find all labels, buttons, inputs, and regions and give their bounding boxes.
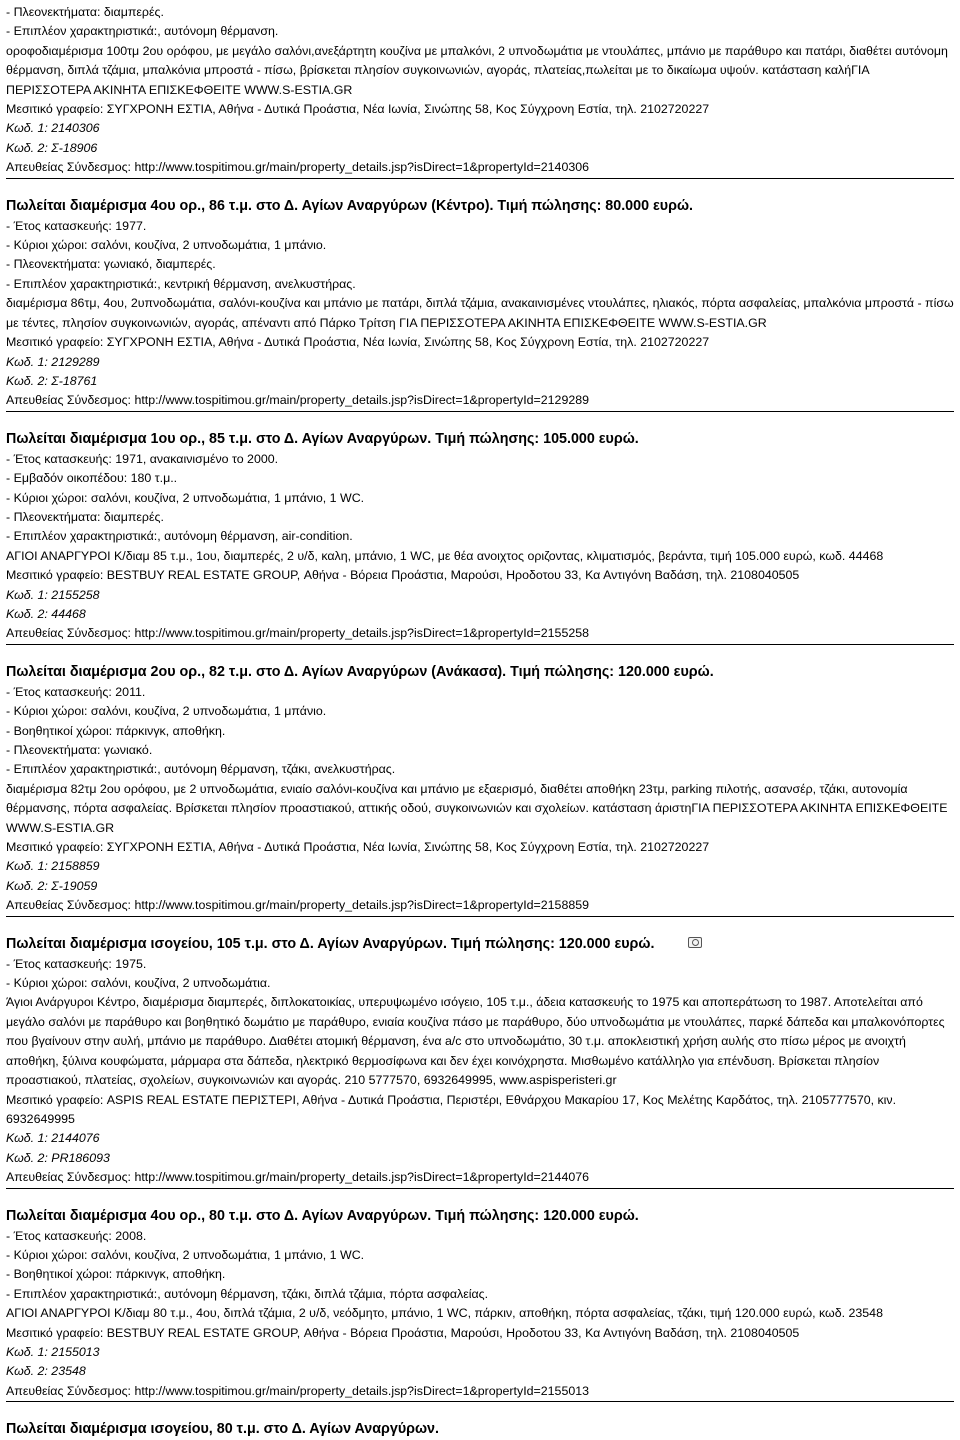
agency-line: Μεσιτικό γραφείο: ΣΥΓΧΡΟΝΗ ΕΣΤΙΑ, Αθήνα - Δυτικά Προάστια, Νέα Ιωνία, Σινώπης 58, Κος Σύγχρονη Εστία, τηλ. 2102720227 <box>6 335 710 350</box>
listing <box>6 663 954 917</box>
direct-link[interactable]: Απευθείας Σύνδεσμος: http://www.tospitimou.gr/main/property_details.jsp?isDirect=1&propertyId=2140306 <box>6 160 590 175</box>
code-1: Κωδ. 1: 2140306 <box>6 121 100 136</box>
code-2: Κωδ. 2: PR186093 <box>6 1150 110 1165</box>
feature-line: - Πλεονεκτήματα: γωνιακό. <box>6 743 153 757</box>
agency-line: Μεσιτικό γραφείο: BESTBUY REAL ESTATE GROUP, Αθήνα - Βόρεια Προάστια, Μαρούσι, Ηροδοτου 33, Κα Αντιγόνη Βαδάση, τηλ. 2108040505 <box>6 1325 800 1340</box>
feature-line: - Κύριοι χώροι: σαλόνι, κουζίνα, 2 υπνοδωμάτια, 1 μπάνιο. <box>6 238 327 253</box>
listing-title: Πωλείται διαμέρισμα ισογείου, 105 τ.μ. στο Δ. Αγίων Αναργύρων. Τιμή πώλησης: 120.000 ευρώ. <box>6 935 655 952</box>
listing-title: Πωλείται διαμέρισμα 4ου ορ., 80 τ.μ. στο Δ. Αγίων Αναργύρων. Τιμή πώλησης: 120.000 ευρώ. <box>6 1207 639 1224</box>
agency-line: Μεσιτικό γραφείο: ASPIS REAL ESTATE ΠΕΡΙΣΤΕΡΙ, Αθήνα - Δυτικά Προάστια, Περιστέρι, Εθνάρχου Μακαρίου 17, Κος Μελέτης Καρδάτος, τηλ. 2105777570, κιν. 6932649995 <box>6 1092 897 1126</box>
feature-line: - Κύριοι χώροι: σαλόνι, κουζίνα, 2 υπνοδωμάτια, 1 μπάνιο, 1 WC. <box>6 490 365 505</box>
code-1: Κωδ. 1: 2155258 <box>6 587 100 602</box>
feature-line: - Έτος κατασκευής: 2011. <box>6 684 146 699</box>
feature-line: - Έτος κατασκευής: 1971, ανακαινισμένο το 2000. <box>6 451 279 466</box>
code-2: Κωδ. 2: 23548 <box>6 1364 86 1379</box>
listing-continued <box>6 3 954 179</box>
listing-title: Πωλείται διαμέρισμα 1ου ορ., 85 τ.μ. στο Δ. Αγίων Αναργύρων. Τιμή πώλησης: 105.000 ευρώ. <box>6 430 639 447</box>
feature-line: - Πλεονεκτήματα: διαμπερές. <box>6 5 164 19</box>
feature-line: - Βοηθητικοί χώροι: πάρκινγκ, αποθήκη. <box>6 1267 226 1282</box>
agency-line: Μεσιτικό γραφείο: ΣΥΓΧΡΟΝΗ ΕΣΤΙΑ, Αθήνα - Δυτικά Προάστια, Νέα Ιωνία, Σινώπης 58, Κος Σύγχρονη Εστία, τηλ. 2102720227 <box>6 102 710 117</box>
feature-line: - Βοηθητικοί χώροι: πάρκινγκ, αποθήκη. <box>6 723 226 738</box>
camera-icon[interactable] <box>688 937 702 948</box>
listing-description: ΑΓΙΟΙ ΑΝΑΡΓΥΡΟΙ Κ/διαμ 85 τ.μ., 1ου, διαμπερές, 2 υ/δ, καλη, μπάνιο, 1 WC, με θέα ανοιχτος οριζοντας, κλιματισμός, βεράντα, τιμή 105.000 ευρώ, κωδ. 44468 <box>6 548 884 563</box>
feature-line: - Επιπλέον χαρακτηριστικά:, αυτόνομη θέρμανση, air-condition. <box>6 529 353 544</box>
feature-line: - Πλεονεκτήματα: διαμπερές. <box>6 509 164 524</box>
feature-line: - Έτος κατασκευής: 1975. <box>6 956 147 971</box>
agency-line: Μεσιτικό γραφείο: BESTBUY REAL ESTATE GROUP, Αθήνα - Βόρεια Προάστια, Μαρούσι, Ηροδοτου 33, Κα Αντιγόνη Βαδάση, τηλ. 2108040505 <box>6 568 800 583</box>
code-1: Κωδ. 1: 2144076 <box>6 1131 100 1146</box>
feature-line: - Επιπλέον χαρακτηριστικά:, αυτόνομη θέρμανση. <box>6 24 279 39</box>
listing-title: Πωλείται διαμέρισμα 4ου ορ., 86 τ.μ. στο Δ. Αγίων Αναργύρων (Κέντρο). Τιμή πώλησης: 80.000 ευρώ. <box>6 197 694 214</box>
feature-line: - Επιπλέον χαρακτηριστικά:, αυτόνομη θέρμανση, τζάκι, διπλά τζάμια, πόρτα ασφαλείας. <box>6 1286 489 1301</box>
listing-title: Πωλείται διαμέρισμα ισογείου, 80 τ.μ. στο Δ. Αγίων Αναργύρων. <box>6 1421 439 1438</box>
direct-link[interactable]: Απευθείας Σύνδεσμος: http://www.tospitimou.gr/main/property_details.jsp?isDirect=1&propertyId=2155258 <box>6 626 590 641</box>
listing <box>6 935 954 1189</box>
direct-link[interactable]: Απευθείας Σύνδεσμος: http://www.tospitimou.gr/main/property_details.jsp?isDirect=1&propertyId=2155013 <box>6 1383 590 1398</box>
listing-title-row <box>6 935 954 954</box>
listing <box>6 1207 954 1403</box>
feature-line: - Κύριοι χώροι: σαλόνι, κουζίνα, 2 υπνοδωμάτια. <box>6 976 271 991</box>
listing-description: οροφοδιαμέρισμα 100τμ 2ου ορόφου, με μεγάλο σαλόνι,ανεξάρτητη κουζίνα με μπαλκόνι, 2 υπνοδωμάτια με ντουλάπες, μπάνιο με παράθυρο και πατάρι, διαθέτει αυτόνομη θέρμανση, διπλά τζάμια, μπαλκόνια μπροστά - πίσω, βρίσκεται πλησίον συγκοινωνιών, αγοράς, πλατείας,πωλείται με το δικαίωμα υψούν. κατάσταση καλήΓΙΑ ΠΕΡΙΣΣΟΤΕΡΑ ΑΚΙΝΗΤΑ ΕΠΙΣΚΕΦΘΕΙΤΕ WWW.S-ESTIA.GR <box>6 43 948 97</box>
code-1: Κωδ. 1: 2158859 <box>6 859 100 874</box>
code-2: Κωδ. 2: Σ-19059 <box>6 878 98 893</box>
listing-description: διαμέρισμα 82τμ 2ου ορόφου, με 2 υπνοδωμάτια, ενιαίο σαλόνι-κουζίνα και μπάνιο με εξαερισμό, διαθέτει αποθήκη 23τμ, parking πιλοτής, ασανσέρ, τζάκι, αυτονομία θέρμανσης, πόρτα ασφαλείας. Βρίσκεται πλησίον προαστιακού, αττικής οδού, συγκοινωνιών και σχολείων. κατάσταση άριστηΓΙΑ ΠΕΡΙΣΣΟΤΕΡΑ ΑΚΙΝΗΤΑ ΕΠΙΣΚΕΦΘΕΙΤΕ WWW.S-ESTIA.GR <box>6 781 948 835</box>
feature-line: - Έτος κατασκευής: 2008. <box>6 1228 147 1243</box>
code-2: Κωδ. 2: 44468 <box>6 606 86 621</box>
feature-line: - Επιπλέον χαρακτηριστικά:, κεντρική θέρμανση, ανελκυστήρας. <box>6 276 356 291</box>
feature-line: - Κύριοι χώροι: σαλόνι, κουζίνα, 2 υπνοδωμάτια, 1 μπάνιο, 1 WC. <box>6 1247 365 1262</box>
code-1: Κωδ. 1: 2155013 <box>6 1344 100 1359</box>
code-1: Κωδ. 1: 2129289 <box>6 354 100 369</box>
code-2: Κωδ. 2: Σ-18761 <box>6 373 98 388</box>
listing <box>6 430 954 645</box>
agency-line: Μεσιτικό γραφείο: ΣΥΓΧΡΟΝΗ ΕΣΤΙΑ, Αθήνα - Δυτικά Προάστια, Νέα Ιωνία, Σινώπης 58, Κος Σύγχρονη Εστία, τηλ. 2102720227 <box>6 840 710 855</box>
direct-link[interactable]: Απευθείας Σύνδεσμος: http://www.tospitimou.gr/main/property_details.jsp?isDirect=1&propertyId=2129289 <box>6 393 590 408</box>
listing <box>6 197 954 412</box>
direct-link[interactable]: Απευθείας Σύνδεσμος: http://www.tospitimou.gr/main/property_details.jsp?isDirect=1&propertyId=2144076 <box>6 1170 590 1185</box>
feature-line: - Εμβαδόν οικοπέδου: 180 τ.μ.. <box>6 471 178 486</box>
listing-title: Πωλείται διαμέρισμα 2ου ορ., 82 τ.μ. στο Δ. Αγίων Αναργύρων (Ανάκασα). Τιμή πώλησης: 120.000 ευρώ. <box>6 663 714 680</box>
feature-line: - Πλεονεκτήματα: γωνιακό, διαμπερές. <box>6 257 216 272</box>
feature-line: - Επιπλέον χαρακτηριστικά:, αυτόνομη θέρμανση, τζάκι, ανελκυστήρας. <box>6 762 396 777</box>
listing-description: διαμέρισμα 86τμ, 4ου, 2υπνοδωμάτια, σαλόνι-κουζίνα και μπάνιο με πατάρι, διπλά τζάμια, ανακαινισμένες ντουλάπες, ηλιακός, πόρτα ασφαλείας, μπαλκόνια μπροστά - πίσω με τέντες, πλησίον συγκοινωνιών, αγοράς, απέναντι από Πάρκο Τρίτση ΓΙΑ ΠΕΡΙΣΣΟΤΕΡΑ ΑΚΙΝΗΤΑ ΕΠΙΣΚΕΦΘΕΙΤΕ WWW.S-ESTIA.GR <box>6 296 954 330</box>
feature-line: - Κύριοι χώροι: σαλόνι, κουζίνα, 2 υπνοδωμάτια, 1 μπάνιο. <box>6 704 327 719</box>
feature-line: - Έτος κατασκευής: 1977. <box>6 218 147 233</box>
direct-link[interactable]: Απευθείας Σύνδεσμος: http://www.tospitimou.gr/main/property_details.jsp?isDirect=1&propertyId=2158859 <box>6 898 590 913</box>
listing-description: ΑΓΙΟΙ ΑΝΑΡΓΥΡΟΙ Κ/διαμ 80 τ.μ., 4ου, διπλά τζάμια, 2 υ/δ, νεόδμητο, μπάνιο, 1 WC, πάρκιν, αποθήκη, πόρτα ασφαλείας, τζάκι, τιμή 120.000 ευρώ, κωδ. 23548 <box>6 1306 883 1321</box>
listing-description: Άγιοι Ανάργυροι Κέντρο, διαμέρισμα διαμπερές, διπλοκατοικίας, υπερυψωμένο ισόγειο, 105 τ.μ., άδεια κατασκευής το 1975 και αποπεράτωση το 1987. Αποτελείται από μεγάλο σαλόνι με παράθυρο και βοηθητικό δωμάτιο με παράθυρο, ενιαία κουζίνα πάσο με παράθυρο, δύο υπνοδωμάτια με ντουλάπες, παρκέ δάπεδα και μπαλκονόπορτες που βγαίνουν στην αυλή, μπάνιο με παράθυρο. Διαθέτει ατομική θέρμανση, ένα a/c στο υπνοδωμάτιο, 30 τ.μ. αποκλειστική χρήση αυλής στο πίσω μέρος με ανοιχτή αποθήκη, ξύλινα κουφώματα, μάρμαρα στα δάπεδα, ηλεκτρικό θερμοσίφωνα και δεν έχει κοινόχρηστα. Μισθωμένο κατάλληλο για επένδυση. Βρίσκεται πλησίον προαστιακού, πλατείας, σχολείων, συγκοινωνιών και αγοράς. 210 5777570, 6932649995, www.aspisperisteri.gr <box>6 995 945 1088</box>
code-2: Κωδ. 2: Σ-18906 <box>6 140 98 155</box>
